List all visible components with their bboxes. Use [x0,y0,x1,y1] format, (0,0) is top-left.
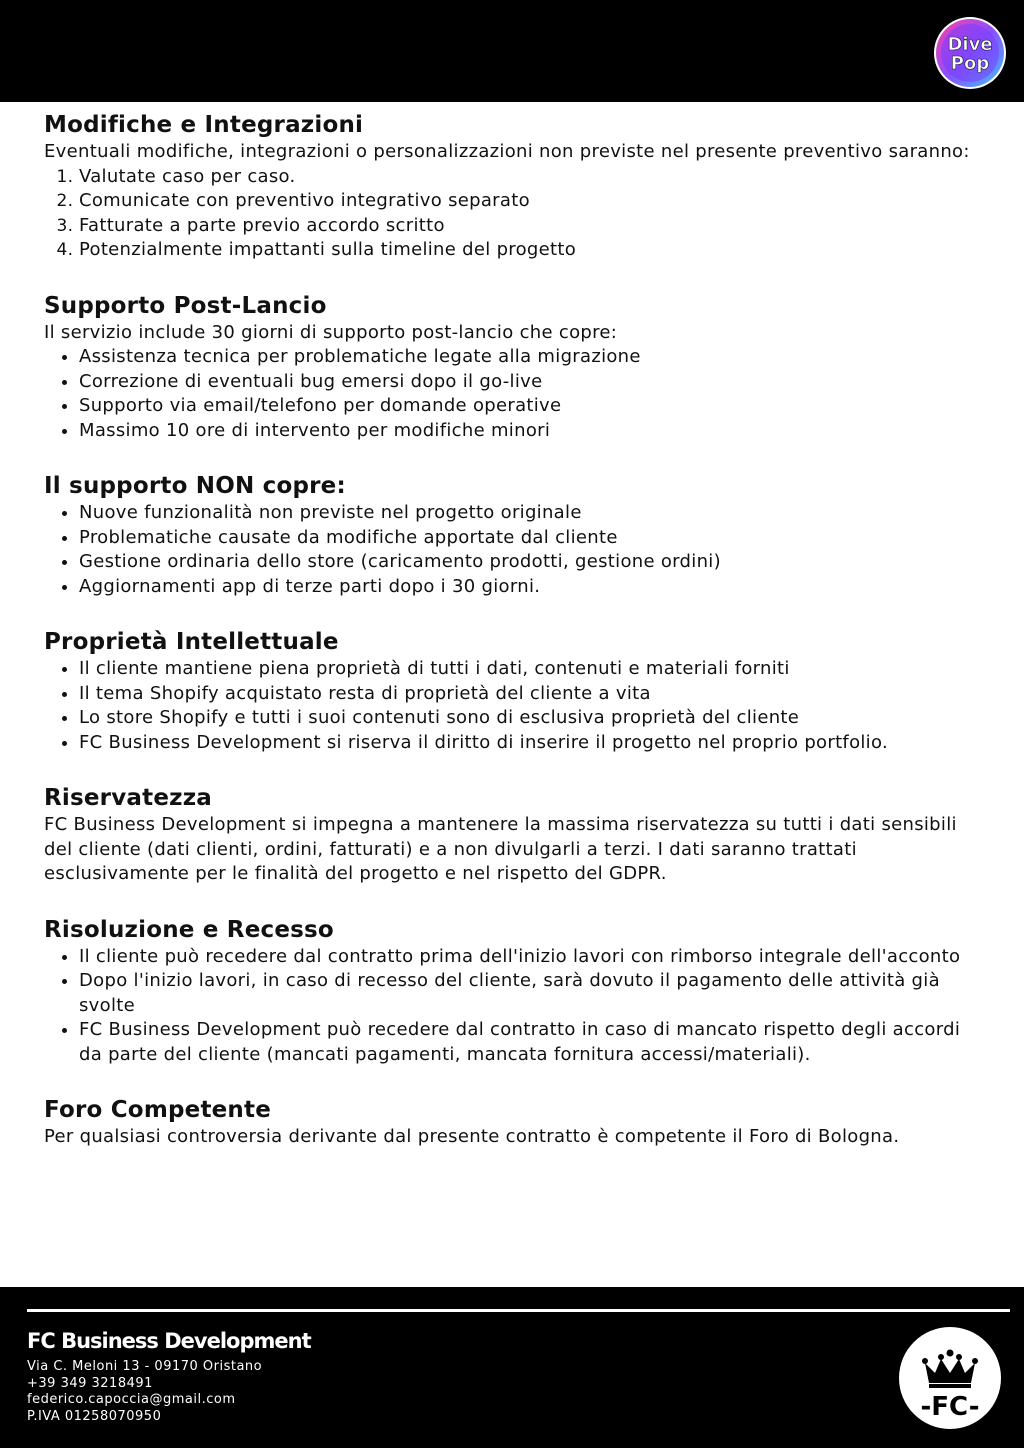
address: Via C. Meloni 13 - 09170 Oristano [27,1359,263,1374]
list-item: 2. Comunicate con preventivo integrativo separato [79,189,984,214]
list-item: • Aggiornamenti app di terze parti dopo i 30 giorni. [79,575,984,600]
list-item: • FC Business Development si riserva il diritto di inserire il progetto nel proprio portfolio. [79,731,984,756]
section-title: Foro Competente [44,1097,272,1123]
list-item: • Massimo 10 ore di intervento per modifiche minori [79,419,984,444]
divepop-logo-line1: Dive [947,34,993,55]
section-paragraph: Per qualsiasi controversia derivante dal presente contratto è competente il Foro di Bologna. [44,1126,900,1147]
divepop-logo-icon [934,17,1006,89]
contact-info [27,1359,262,1425]
numbered-list [44,165,984,263]
list-item: • Assistenza tecnica per problematiche legate alla migrazione [79,345,984,370]
section-supporto [44,292,984,444]
section-title: Modifiche e Integrazioni [44,112,364,138]
divepop-logo-line2: Pop [950,53,990,74]
header-bar [0,0,1024,102]
document-body [44,111,984,1179]
bullet-list [44,345,984,443]
list-item: • Il cliente mantiene piena proprietà di tutti i dati, contenuti e materiali forniti [79,657,984,682]
section-title: Risoluzione e Recesso [44,916,334,943]
list-item: • Lo store Shopify e tutti i suoi contenuti sono di esclusiva proprietà del cliente [79,706,984,731]
bullet-list [44,945,984,1068]
list-item: 1. Valutate caso per caso. [79,165,984,190]
section-title: Riservatezza [44,785,213,811]
section-title: Il supporto NON copre: [44,473,346,499]
section-paragraph: FC Business Development si impegna a mantenere la massima riservatezza su tutti i dati sensibili del cliente (dati clienti, ordini, fatturati) e a non divulgarli a terzi. I dati saranno trattati esclusivamente per le finalità del progetto e nel rispetto del GDPR. [44,814,957,884]
section-foro [44,1096,984,1150]
section-modifiche [44,111,984,263]
list-item: • FC Business Development può recedere dal contratto in caso di mancato rispetto degli accordi da parte del cliente (mancati pagamenti, mancata fornitura accessi/materiali). [79,1018,984,1067]
bullet-list [44,501,984,599]
list-item: 4. Potenzialmente impattanti sulla timeline del progetto [79,238,984,263]
company-name: FC Business Development [27,1329,311,1353]
footer-divider [27,1309,1010,1312]
list-item: • Correzione di eventuali bug emersi dopo il go-live [79,370,984,395]
phone-number: +39 349 3218491 [27,1375,153,1391]
section-proprieta [44,628,984,755]
list-item: • Il tema Shopify acquistato resta di proprietà del cliente a vita [79,682,984,707]
section-title: Supporto Post-Lancio [44,292,327,319]
list-item: 3. Fatturate a parte previo accordo scritto [79,214,984,239]
section-intro: Il servizio include 30 giorni di supporto post-lancio che copre: [44,321,618,343]
fc-logo-text: -FC- [920,1392,980,1422]
vat-number: P.IVA 01258070950 [27,1408,162,1424]
list-item: • Problematiche causate da modifiche apportate dal cliente [79,526,984,551]
section-riservatezza [44,784,984,887]
section-intro: Eventuali modifiche, integrazioni o personalizzazioni non previste nel presente preventivo saranno: [44,141,970,162]
list-item: • Nuove funzionalità non previste nel progetto originale [79,501,984,526]
list-item: • Supporto via email/telefono per domande operative [79,394,984,419]
email-address: federico.capoccia@gmail.com [27,1392,236,1407]
section-risoluzione [44,916,984,1068]
list-item: • Gestione ordinaria dello store (caricamento prodotti, gestione ordini) [79,550,984,575]
section-title: Proprietà Intellettuale [44,629,339,655]
list-item: • Dopo l'inizio lavori, in caso di recesso del cliente, sarà dovuto il pagamento delle attività già svolte [79,969,984,1018]
list-item: • Il cliente può recedere dal contratto prima dell'inizio lavori con rimborso integrale dell'acconto [79,945,984,970]
crown-fc-logo-icon [899,1327,1001,1429]
footer-bar [0,1287,1024,1448]
bullet-list [44,657,984,755]
section-non-copre [44,472,984,599]
